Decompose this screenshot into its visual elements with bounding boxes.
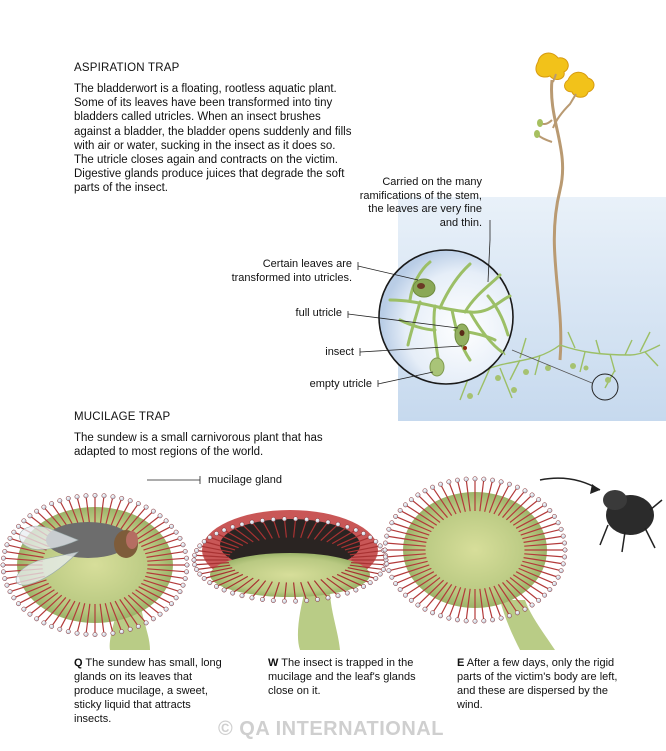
mucilage-paragraph: The sundew is a small carnivorous plant that has adapted to most regions of the world. xyxy=(74,432,323,459)
callout-full-utricle: full utricle xyxy=(295,307,342,319)
caption-1-marker: Q xyxy=(74,657,83,669)
caption-1-text: The sundew has small, long glands on its leaves that produce mucilage, a sweet, sticky liquid that attracts insects. xyxy=(74,657,222,725)
caption-2 xyxy=(268,656,418,698)
caption-2-text: The insect is trapped in the mucilage and the leaf's glands close on it. xyxy=(268,657,416,697)
callout-insect: insect xyxy=(325,346,354,358)
mucilage-gland-label: mucilage gland xyxy=(208,474,282,486)
caption-3 xyxy=(457,656,629,712)
magnified-lens xyxy=(379,250,513,384)
aspiration-paragraph: The bladderwort is a floating, rootless aquatic plant. Some of its leaves have been transformed into tiny bladders called utricles. When an insect brushes against a bladder, the bladder opens suddenly and fills with air or water, sucking in the insect as it does so. The utricle closes again and contracts on the victim. Digestive glands produce juices that degrade the soft parts of the insect. xyxy=(74,83,352,195)
yellow-flower xyxy=(536,53,594,128)
callout-stem-leaves: Carried on the many ramifications of the stem, the leaves are very fine and thin. xyxy=(359,176,482,229)
sundew-leaf-2 xyxy=(192,510,388,650)
dispersal-arrow xyxy=(540,478,600,490)
sundew-leaf-3 xyxy=(383,477,567,650)
mucilage-heading: MUCILAGE TRAP xyxy=(74,411,171,423)
aspiration-heading: ASPIRATION TRAP xyxy=(74,62,180,74)
watermark: © QA INTERNATIONAL xyxy=(218,718,444,740)
callout-empty-utricle: empty utricle xyxy=(309,378,372,390)
insect-remains xyxy=(600,490,662,552)
caption-3-text: After a few days, only the rigid parts of the victim's body are left, and these are dispersed by the wind. xyxy=(457,657,618,711)
caption-2-marker: W xyxy=(268,657,279,669)
caption-1 xyxy=(74,656,224,726)
caption-3-marker: E xyxy=(457,657,465,669)
callout-transformed-leaves: Certain leaves are transformed into utricles. xyxy=(231,258,352,284)
sundew-leaf-1 xyxy=(1,493,189,650)
